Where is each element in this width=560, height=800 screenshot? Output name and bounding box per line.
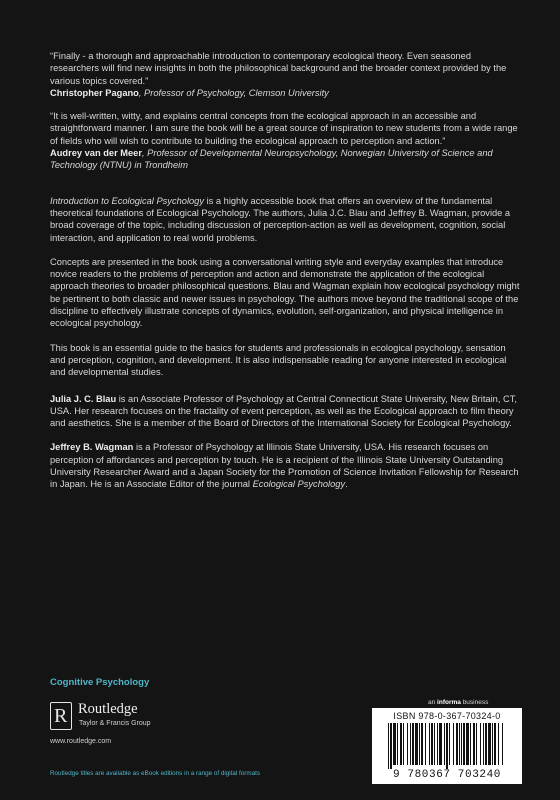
isbn-barcode — [372, 708, 522, 784]
reviewer-name: Christopher Pagano — [50, 87, 139, 98]
reviewer-title: , Professor of Developmental Neuropsychology, Norwegian University of Science and Technology (NTNU) in Trondheim — [50, 148, 493, 171]
author-bios — [50, 393, 522, 491]
author-name: Jeffrey B. Wagman — [50, 442, 134, 453]
review-quote: “It is well-written, witty, and explains central concepts from the ecological approach in an accessible and straightforward manner. I am sure the book will be a great source of inspiration to new students from a wide range of fields who will wish to contribute to building the ecological approach to perception and action.” — [50, 111, 518, 146]
back-cover-text — [50, 50, 522, 503]
review-attribution — [50, 147, 522, 172]
review-2 — [50, 110, 522, 171]
book-title: Introduction to Ecological Psychology — [50, 195, 205, 206]
subject-category: Cognitive Psychology — [50, 677, 150, 688]
description-paragraph: Concepts are presented in the book using a conversational writing style and everyday examples that introduce novice readers to the problems of perception and action and demonstrate the application of the ecological approach theories to broader philosophical questions. Blau and Wagman explain how ecological psychology might be pertinent to both classic and newer issues in psychology. The authors move beyond the traditional scope of the discipline to effectively illustrate concepts of dynamics, evolution, self-organization, and physical intelligence in ecological psychology. — [50, 256, 520, 329]
publisher-url: www.routledge.com — [50, 738, 112, 745]
description-paragraph: Introduction to Ecological Psychology is a highly accessible book that offers an overview of the fundamental theoretical foundations of Ecological Psychology. The authors, Julia J.C. Blau and Jeffrey B. Wagman, provide a broad coverage of the topic, including discussion of perception-action as well as development, cognition, social interaction, and application to real world problems. — [50, 195, 511, 243]
review-1 — [50, 50, 522, 99]
informa-business-label: an informa business — [428, 699, 489, 706]
review-quote: “Finally - a thorough and approachable introduction to contemporary ecological theory. Even seasoned researchers will find new insights in both the philosophical background and the broader context provided by the various topics covered.” — [50, 51, 507, 86]
isbn-digits: 9 780367 703240 — [392, 769, 502, 781]
publisher-group: Taylor & Francis Group — [79, 720, 151, 727]
ebook-note: Routledge titles are available as eBook editions in a range of digital formats — [50, 770, 261, 777]
routledge-logo-icon: R — [50, 702, 72, 730]
reviewer-title: , Professor of Psychology, Clemson University — [138, 87, 329, 98]
barcode-icon — [386, 723, 508, 769]
book-description — [50, 195, 522, 379]
review-attribution — [50, 87, 522, 99]
publisher-logo — [50, 700, 250, 750]
author-bio: Jeffrey B. Wagman is a Professor of Psychology at Illinois State University, USA. His research focuses on perception of affordances and perception by touch. He is a recipient of the Illinois State University Outstanding University Researcher Award and a Japan Society for the Promotion of Science Invitation Fellowship for Research in Japan. He is an Associate Editor of the journal Ecological Psychology. — [50, 442, 519, 490]
description-paragraph: This book is an essential guide to the basics for students and professionals in ecological psychology, sensation and perception, cognition, and development. It is also indispensable reading for anyone interested in ecological and developmental studies. — [50, 342, 507, 378]
author-name: Julia J. C. Blau — [50, 393, 117, 404]
isbn-label: ISBN 978-0-367-70324-0 — [393, 711, 501, 721]
author-bio: Julia J. C. Blau is an Associate Professor of Psychology at Central Connecticut State University, New Britain, CT, USA. Her research focuses on the fractality of event perception, as well as the Ecological approach to film theory and aesthetics. She is a member of the Board of Directors of the International Society for Ecological Psychology. — [50, 393, 517, 429]
publisher-name: Routledge — [78, 701, 138, 717]
journal-title: Ecological Psychology — [252, 479, 346, 490]
reviewer-name: Audrey van der Meer — [50, 148, 142, 159]
